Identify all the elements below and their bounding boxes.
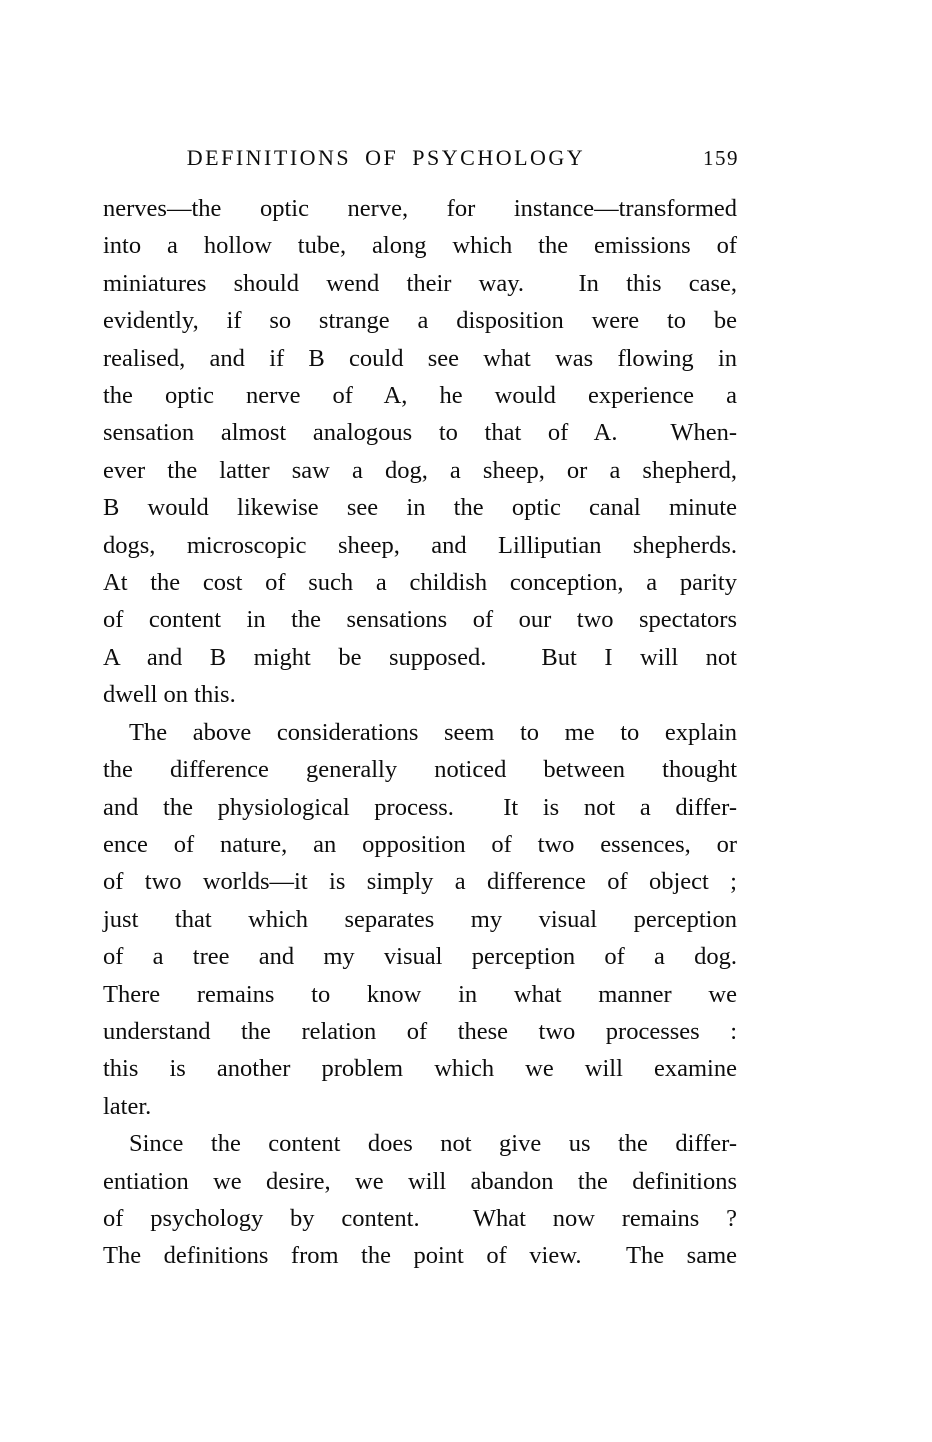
text-line: B would likewise see in the optic canal minute <box>103 494 737 522</box>
text-line: The above considerations seem to me to explain <box>129 718 737 746</box>
text-line: the difference generally noticed between thought <box>103 756 737 784</box>
text-line: just that which separates my visual perception <box>103 905 737 933</box>
text-line: A and B might be supposed. But I will not <box>103 643 737 671</box>
text-line: ever the latter saw a dog, a sheep, or a shepherd, <box>103 456 737 484</box>
text-line: of a tree and my visual perception of a dog. <box>103 943 737 971</box>
paragraph <box>103 190 737 714</box>
text-line: miniatures should wend their way. In this case, <box>103 269 737 297</box>
text-line: into a hollow tube, along which the emissions of <box>103 232 737 260</box>
text-line: later. <box>103 1092 152 1120</box>
text-line: At the cost of such a childish conception, a parity <box>103 569 737 597</box>
text-line: nerves—the optic nerve, for instance—transformed <box>103 195 737 222</box>
text-line: the optic nerve of A, he would experience a <box>103 382 737 410</box>
text-line: Since the content does not give us the differ- <box>129 1130 737 1158</box>
text-line: of psychology by content. What now remains ? <box>103 1204 737 1232</box>
text-line: The definitions from the point of view. The same <box>103 1242 737 1270</box>
text-line: of content in the sensations of our two spectators <box>103 606 737 634</box>
paragraph <box>103 714 737 1125</box>
text-line: this is another problem which we will examine <box>103 1055 737 1083</box>
text-line: ence of nature, an opposition of two essences, or <box>103 830 737 858</box>
text-line: There remains to know in what manner we <box>103 980 737 1008</box>
text-line: realised, and if B could see what was flowing in <box>103 344 737 372</box>
text-line: and the physiological process. It is not a differ- <box>103 793 737 821</box>
paragraph <box>103 1125 737 1275</box>
page-body <box>103 190 737 1275</box>
page-number: 159 <box>703 146 739 170</box>
running-title: DEFINITIONS OF PSYCHOLOGY <box>186 145 586 170</box>
text-line: understand the relation of these two processes : <box>103 1017 737 1045</box>
text-line: dogs, microscopic sheep, and Lilliputian shepherds. <box>103 531 737 559</box>
running-header <box>103 143 739 177</box>
text-line: of two worlds—it is simply a difference of object ; <box>103 868 737 896</box>
text-line: evidently, if so strange a disposition were to be <box>103 307 737 335</box>
text-line: sensation almost analogous to that of A. When- <box>103 419 737 447</box>
text-line: dwell on this. <box>103 681 236 709</box>
text-line: entiation we desire, we will abandon the definitions <box>103 1167 737 1195</box>
